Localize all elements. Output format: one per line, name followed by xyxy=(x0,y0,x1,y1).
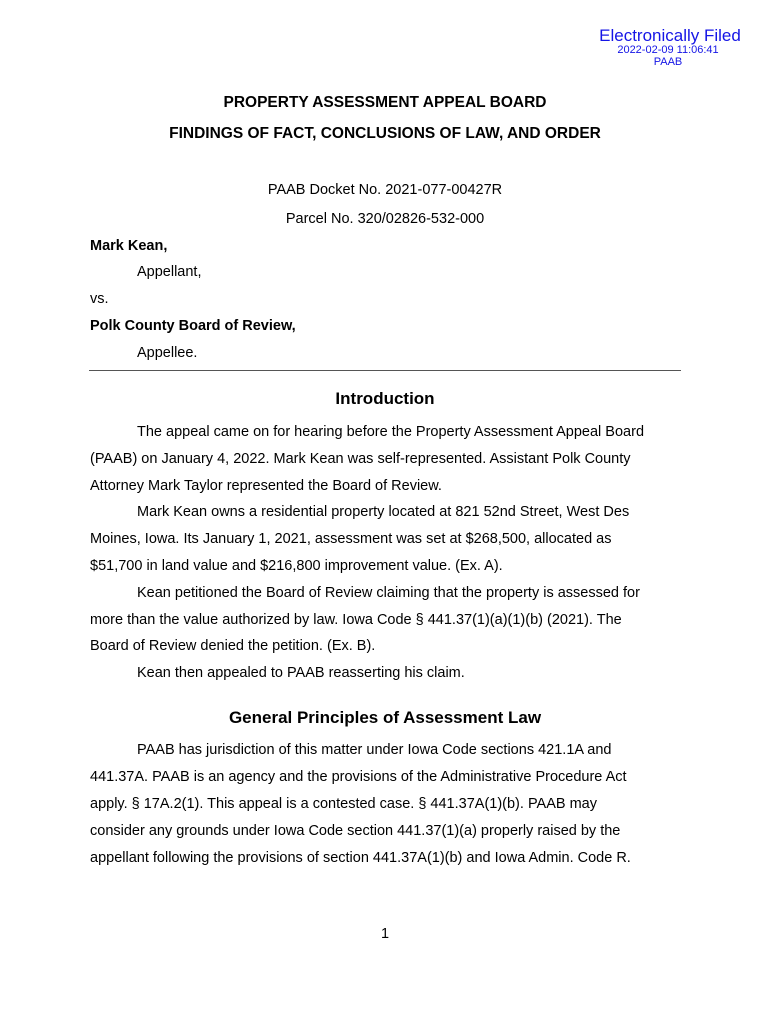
filing-stamp-date: 2022-02-09 11:06:41 xyxy=(617,44,719,56)
versus: vs. xyxy=(90,291,109,307)
introduction-line: Moines, Iowa. Its January 1, 2021, assessment was set at $268,500, allocated as xyxy=(90,531,612,547)
parcel-number: Parcel No. 320/02826-532-000 xyxy=(285,211,485,227)
introduction-line: The appeal came on for hearing before the Property Assessment Appeal Board xyxy=(137,424,645,440)
board-title: PROPERTY ASSESSMENT APPEAL BOARD xyxy=(223,94,547,111)
introduction-line: Board of Review denied the petition. (Ex. B). xyxy=(90,638,376,654)
principles-heading: General Principles of Assessment Law xyxy=(228,708,542,727)
introduction-line: $51,700 in land value and $216,800 improvement value. (Ex. A). xyxy=(90,558,503,574)
principles-line: appellant following the provisions of section 441.37A(1)(b) and Iowa Admin. Code R. xyxy=(90,850,631,866)
document-title: FINDINGS OF FACT, CONCLUSIONS OF LAW, AND ORDER xyxy=(169,125,601,142)
filing-stamp-title: Electronically Filed xyxy=(599,26,741,45)
introduction-line: (PAAB) on January 4, 2022. Mark Kean was self-represented. Assistant Polk County xyxy=(90,451,631,467)
introduction-line: Mark Kean owns a residential property located at 821 52nd Street, West Des xyxy=(137,504,630,520)
introduction-line: more than the value authorized by law. Iowa Code § 441.37(1)(a)(1)(b) (2021). The xyxy=(90,612,622,628)
filing-stamp-agency: PAAB xyxy=(653,56,683,68)
appellee-name: Polk County Board of Review, xyxy=(90,318,296,334)
appellee-role: Appellee. xyxy=(137,345,198,361)
docket-number: PAAB Docket No. 2021-077-00427R xyxy=(267,182,503,198)
principles-line: PAAB has jurisdiction of this matter under Iowa Code sections 421.1A and xyxy=(137,742,612,758)
appellant-name: Mark Kean, xyxy=(90,238,168,254)
appellant-role: Appellant, xyxy=(137,264,202,280)
introduction-line: Kean petitioned the Board of Review claiming that the property is assessed for xyxy=(137,585,640,601)
principles-line: consider any grounds under Iowa Code section 441.37(1)(a) properly raised by the xyxy=(90,823,621,839)
page-number: 1 xyxy=(380,926,390,942)
introduction-line: Kean then appealed to PAAB reasserting his claim. xyxy=(137,665,465,681)
introduction-line: Attorney Mark Taylor represented the Board of Review. xyxy=(90,478,442,494)
principles-line: 441.37A. PAAB is an agency and the provisions of the Administrative Procedure Act xyxy=(90,769,627,785)
introduction-heading: Introduction xyxy=(335,389,435,408)
caption-divider xyxy=(89,370,681,371)
principles-line: apply. § 17A.2(1). This appeal is a contested case. § 441.37A(1)(b). PAAB may xyxy=(90,796,597,812)
